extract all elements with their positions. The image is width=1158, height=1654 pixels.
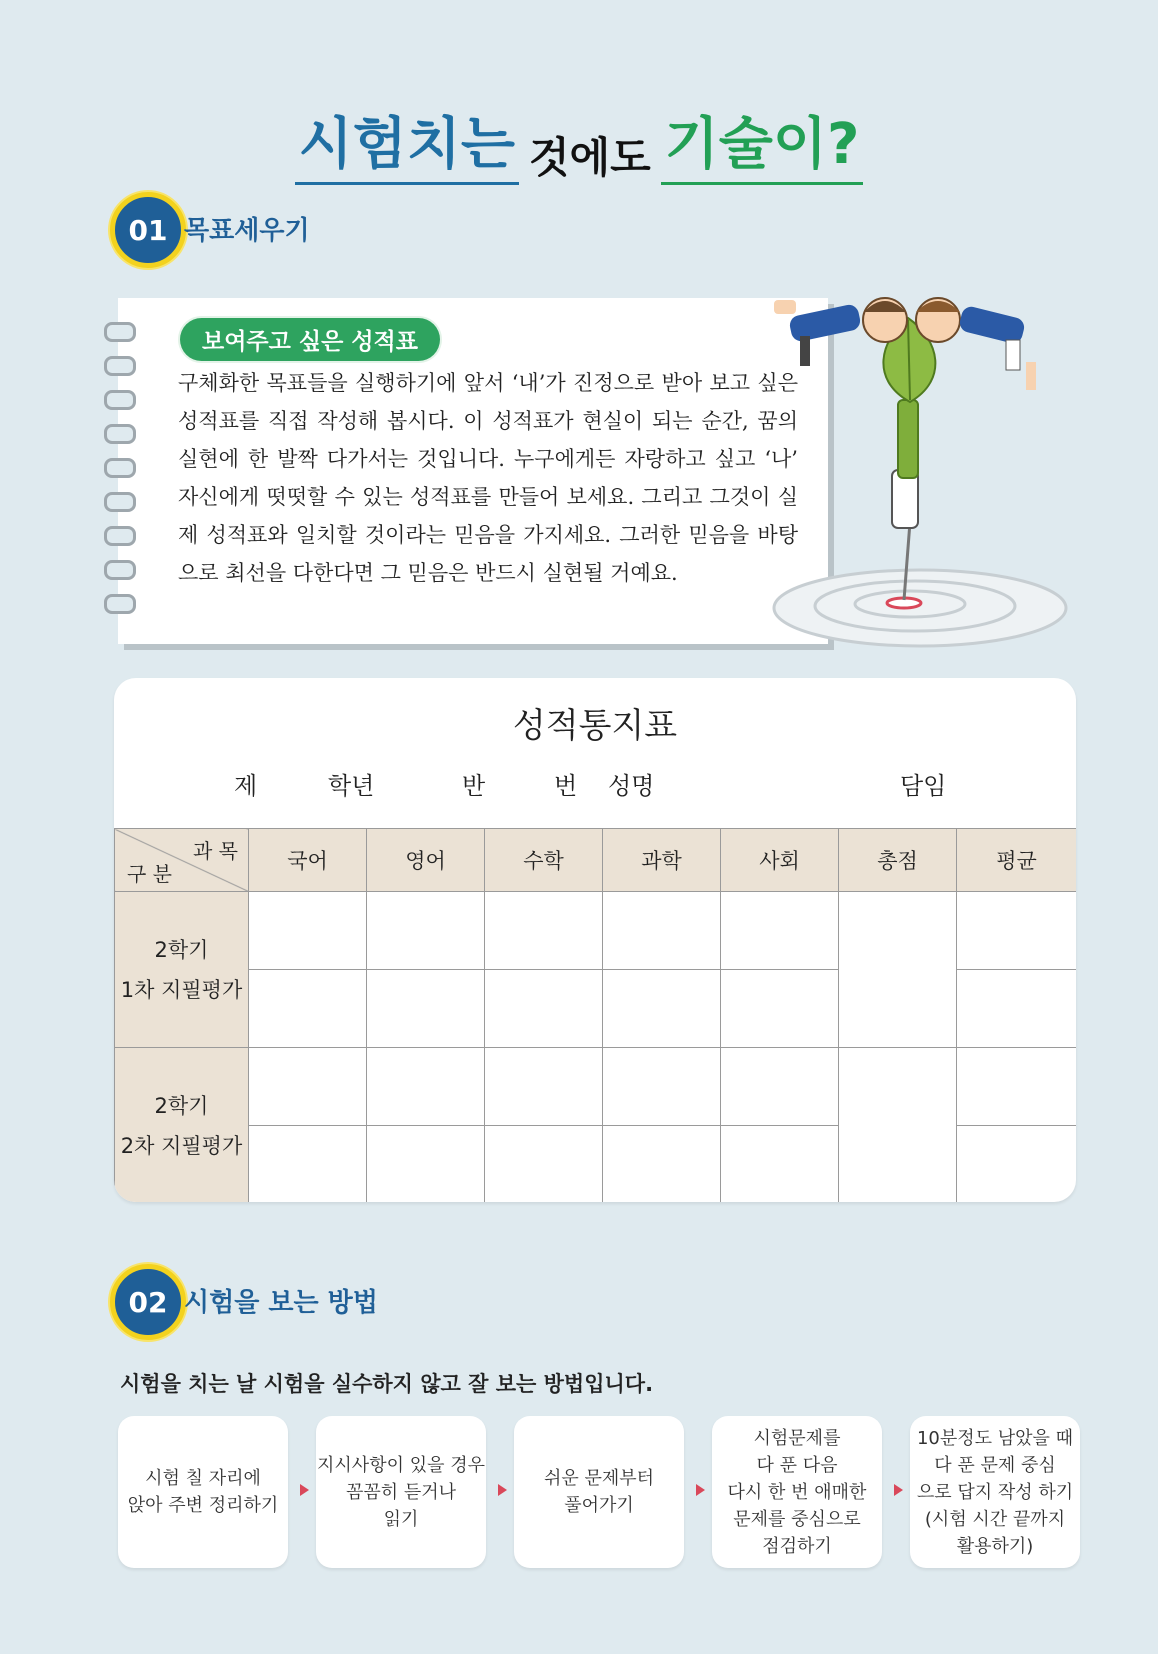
note-pill-label: 보여주고 싶은 성적표 (180, 318, 440, 361)
score-cell[interactable] (721, 892, 839, 970)
row-header-line-2: 2차 지필평가 (120, 1133, 243, 1158)
score-cell[interactable] (603, 1126, 721, 1203)
score-cell[interactable] (367, 1048, 485, 1126)
info-number: 번 (554, 772, 578, 800)
binder-ring-icon (104, 424, 136, 444)
score-cell[interactable] (367, 970, 485, 1048)
score-cell[interactable] (367, 892, 485, 970)
score-cell[interactable] (721, 1126, 839, 1203)
table-row (115, 892, 1077, 970)
row-header-term-1 (115, 892, 249, 1048)
arrow-right-icon (696, 1484, 705, 1496)
arrow-right-icon (894, 1484, 903, 1496)
score-cell[interactable] (249, 892, 367, 970)
dart-kids-illustration (770, 290, 1090, 670)
binder-ring-icon (104, 390, 136, 410)
section-1-heading: 목표세우기 (184, 216, 310, 246)
column-header: 국어 (249, 829, 367, 892)
section-2-intro: 시험을 치는 날 시험을 실수하지 않고 잘 보는 방법입니다. (120, 1372, 654, 1396)
dartboard-target-icon (774, 570, 1066, 646)
average-cell[interactable] (957, 1048, 1077, 1126)
info-grade: 학년 (328, 772, 375, 800)
corner-category-label: 구 분 (127, 862, 172, 886)
total-cell[interactable] (839, 892, 957, 1048)
step-card-1 (118, 1416, 288, 1568)
column-header: 영어 (367, 829, 485, 892)
binder-ring-icon (104, 594, 136, 614)
column-header: 평균 (957, 829, 1077, 892)
score-cell[interactable] (485, 970, 603, 1048)
table-header-row (115, 829, 1077, 892)
score-cell[interactable] (485, 1048, 603, 1126)
info-name: 성명 (608, 772, 655, 800)
step-text: 지시사항이 있을 경우 꼼꼼히 듣거나 읽기 (317, 1454, 485, 1530)
score-cell[interactable] (485, 892, 603, 970)
step-text: 시험문제를 다 푼 다음 다시 한 번 애매한 문제를 중심으로 점검하기 (727, 1427, 867, 1557)
step-card-2 (316, 1416, 486, 1568)
step-card-5 (910, 1416, 1080, 1568)
arrow-right-icon (300, 1484, 309, 1496)
score-cell[interactable] (485, 1126, 603, 1203)
page-title (0, 100, 1158, 185)
step-card-3 (514, 1416, 684, 1568)
score-cell[interactable] (249, 1126, 367, 1203)
average-cell[interactable] (957, 892, 1077, 970)
info-teacher: 담임 (900, 772, 947, 800)
table-corner-cell (115, 829, 249, 892)
row-header-line-2: 1차 지필평가 (120, 977, 243, 1002)
section-2-heading: 시험을 보는 방법 (184, 1288, 378, 1318)
report-card-title: 성적통지표 (512, 706, 678, 746)
column-header: 수학 (485, 829, 603, 892)
average-cell[interactable] (957, 1126, 1077, 1203)
score-cell[interactable] (603, 970, 721, 1048)
info-class: 반 (462, 772, 486, 800)
score-cell[interactable] (603, 1048, 721, 1126)
row-header-line-1: 2학기 (154, 1093, 209, 1118)
corner-subject-label: 과 목 (193, 839, 238, 863)
binder-ring-icon (104, 356, 136, 376)
average-cell[interactable] (957, 970, 1077, 1048)
report-card (114, 678, 1076, 1202)
info-je: 제 (234, 772, 258, 800)
score-cell[interactable] (721, 970, 839, 1048)
row-header-line-1: 2학기 (154, 937, 209, 962)
step-text: 10분정도 남았을 때 다 푼 문제 중심 으로 답지 작성 하기 (시험 시간 끝까지 활용하기) (916, 1427, 1074, 1557)
grade-table (114, 828, 1076, 1202)
score-cell[interactable] (603, 892, 721, 970)
binder-ring-icon (104, 492, 136, 512)
section-2-badge: 02 (110, 1264, 186, 1340)
score-cell[interactable] (249, 970, 367, 1048)
score-cell[interactable] (249, 1048, 367, 1126)
score-cell[interactable] (721, 1048, 839, 1126)
binder-ring-icon (104, 526, 136, 546)
binder-ring-icon (104, 560, 136, 580)
column-header: 총점 (839, 829, 957, 892)
title-part-1: 시험치는 (295, 100, 519, 185)
step-text: 시험 칠 자리에 앉아 주변 정리하기 (127, 1468, 279, 1516)
score-cell[interactable] (367, 1126, 485, 1203)
column-header: 사회 (721, 829, 839, 892)
row-header-term-2 (115, 1048, 249, 1203)
section-1-badge: 01 (110, 192, 186, 268)
title-part-3: 기술이? (661, 100, 864, 185)
dart-icon (883, 318, 935, 600)
step-text: 쉬운 문제부터 풀어가기 (543, 1468, 655, 1516)
binder-ring-icon (104, 458, 136, 478)
total-cell[interactable] (839, 1048, 957, 1203)
title-part-2: 것에도 (528, 133, 651, 182)
step-card-4 (712, 1416, 882, 1568)
table-row (115, 1048, 1077, 1126)
note-body-text: 구체화한 목표들을 실행하기에 앞서 ‘내’가 진정으로 받아 보고 싶은 성적표를 직접 작성해 봅시다. 이 성적표가 현실이 되는 순간, 꿈의 실현에 한 발짝 다가서는 것입니다. 누구에게든 자랑하고 싶고 ‘나’ 자신에게 떳떳할 수 있는 성적표를 만들어 보세요. 그리고 그것이 실제 성적표와 일치할 것이라는 믿음을 가지세요. 그러한 믿음을 바탕으로 최선을 다한다면 그 믿음은 반드시 실현될 거예요. (178, 371, 798, 585)
arrow-right-icon (498, 1484, 507, 1496)
binder-ring-icon (104, 322, 136, 342)
column-header: 과학 (603, 829, 721, 892)
